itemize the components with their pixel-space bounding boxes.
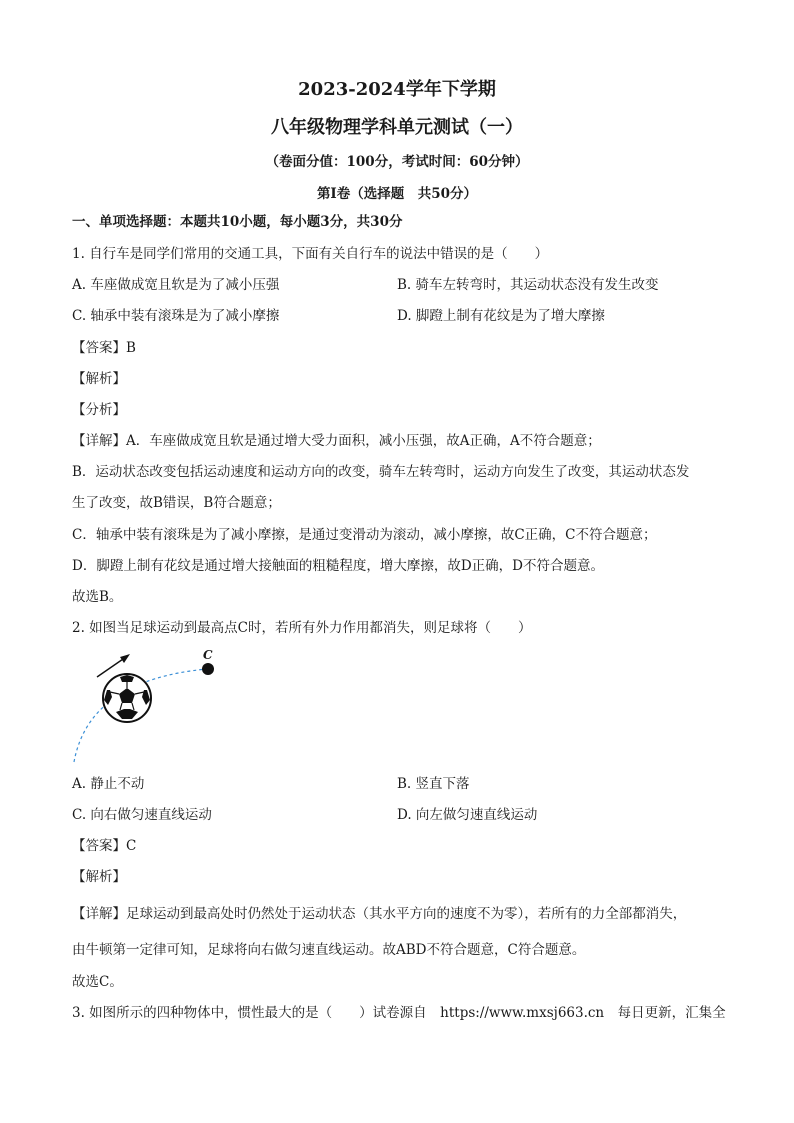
q1-detail-c: C．轴承中装有滚珠是为了减小摩擦，是通过变滑动为滚动，减小摩擦，故C正确，C不符合题意； [72,527,657,543]
q2-conclusion: 故选C。 [72,974,123,990]
q2-stem: 2. 如图当足球运动到最高点C时，若所有外力作用都消失，则足球将（ ） [72,620,532,636]
volume-title: 第Ⅰ卷（选择题 共50分） [316,186,478,202]
q1-detail-b1: B．运动状态改变包括运动速度和运动方向的改变，骑车左转弯时，运动方向发生了改变，其运动状态发 [72,464,690,480]
q1-detail-b2: 生了改变，故B错误，B符合题意； [72,495,281,511]
q1-option-d: D. 脚蹬上制有花纹是为了增大摩擦 [397,308,605,324]
q2-answer: 【答案】C [72,838,137,854]
q1-fenxi: 【分析】 [72,402,126,418]
q1-detail-d: D．脚蹬上制有花纹是通过增大接触面的粗糙程度，增大摩擦，故D正确，D不符合题意。 [72,558,604,574]
q1-jiexi: 【解析】 [72,371,126,387]
q2-detail-1: 【详解】足球运动到最高处时仍然处于运动状态（其水平方向的速度不为零），若所有的力全部都消失， [72,906,687,922]
exam-info: （卷面分值：100分，考试时间：60分钟） [265,154,529,170]
q1-conclusion: 故选B。 [72,589,123,605]
q1-answer: 【答案】B [72,340,136,356]
section-heading: 一、单项选择题：本题共10小题，每小题3分，共30分 [72,214,403,230]
q2-jiexi: 【解析】 [72,869,126,885]
q1-option-c: C. 轴承中装有滚珠是为了减小摩擦 [72,308,280,324]
test-title: 八年级物理学科单元测试（一） [271,117,523,138]
q3-stem: 3. 如图所示的四种物体中，惯性最大的是（ ）试卷源自 https://www.mxsj663.cn 每日更新，汇集全 [72,1005,726,1021]
point-c-label: C [203,648,213,662]
year-term-title: 2023-2024学年下学期 [298,79,496,100]
q2-option-d: D. 向左做匀速直线运动 [397,807,538,823]
q2-option-a: A. 静止不动 [72,776,145,792]
velocity-arrow-head [120,654,130,663]
q2-detail-2: 由牛顿第一定律可知，足球将向右做匀速直线运动。故ABD不符合题意，C符合题意。 [72,942,586,958]
q1-option-b: B. 骑车左转弯时，其运动状态没有发生改变 [397,277,659,293]
q1-stem: 1. 自行车是同学们常用的交通工具，下面有关自行车的说法中错误的是（ ） [72,246,549,262]
football-icon [103,674,151,722]
q2-option-b: B. 竖直下落 [397,776,470,792]
q1-detail-a: 【详解】A．车座做成宽且软是通过增大受力面积，减小压强，故A正确，A不符合题意； [72,433,601,449]
q2-option-c: C. 向右做匀速直线运动 [72,807,212,823]
q1-option-a: A. 车座做成宽且软是为了减小压强 [72,277,280,293]
